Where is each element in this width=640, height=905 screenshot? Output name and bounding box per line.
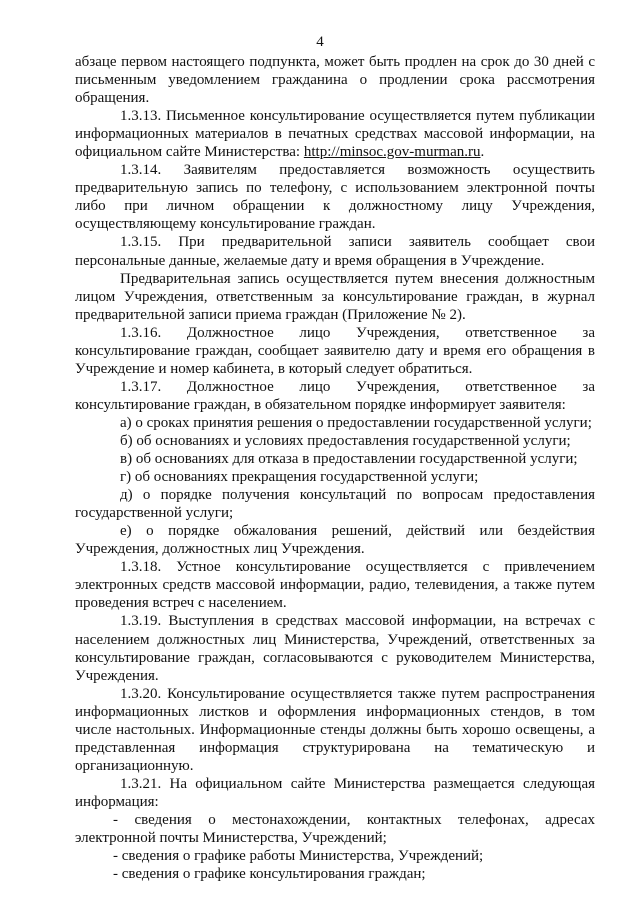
- text-line-content: г) об основаниях прекращения государственной услуги;: [120, 469, 479, 486]
- text-line-content: обращения.: [75, 90, 150, 107]
- text-line: [75, 125, 595, 143]
- text-line-content: 1.3.21. На официальном сайте Министерства размещается следующая: [120, 775, 595, 792]
- text-line-content: информационных листков и оформления информационных стендов, в том: [75, 703, 595, 720]
- text-line: [75, 829, 595, 847]
- text-line: [75, 89, 595, 107]
- text-line: [75, 342, 595, 360]
- text-line: [75, 631, 595, 649]
- text-line-content: представленная информация структурирована на тематическую и: [75, 739, 595, 756]
- text-line: [75, 522, 595, 540]
- text-line-content: - сведения о графике консультирования граждан;: [113, 866, 426, 883]
- text-line: [75, 612, 595, 630]
- text-line-content: Учреждения, должностных лиц Учреждения.: [75, 541, 365, 558]
- text-line: [75, 161, 595, 179]
- text-line: [75, 197, 595, 215]
- text-line-content: 1.3.18. Устное консультирование осуществляется с привлечением: [120, 559, 595, 576]
- text-line: [75, 847, 595, 865]
- text-line-content: 1.3.13. Письменное консультирование осуществляется путем публикации: [120, 108, 595, 125]
- text-line-content: официальном сайте Министерства:: [75, 144, 304, 161]
- text-line: [75, 53, 595, 71]
- text-line: [75, 703, 595, 721]
- text-line: [75, 432, 595, 450]
- text-line-content: государственной услуги;: [75, 505, 234, 522]
- text-line-content: д) о порядке получения консультаций по вопросам предоставления: [120, 487, 595, 504]
- text-line-content: населением должностных лиц Министерства, Учреждений, ответственных за: [75, 631, 595, 648]
- text-line: [75, 865, 595, 883]
- text-line: [75, 252, 595, 270]
- text-line-content: е) о порядке обжалования решений, действий или бездействия: [120, 523, 595, 540]
- text-line: [75, 486, 595, 504]
- text-line-content: б) об основаниях и условиях предоставления государственной услуги;: [120, 432, 571, 449]
- text-line: [75, 685, 595, 703]
- text-line: [75, 793, 595, 811]
- text-line-content: персональные данные, желаемые дату и время обращения в Учреждение.: [75, 252, 545, 269]
- text-line: [75, 396, 595, 414]
- text-line-content: 1.3.19. Выступления в средствах массовой информации, на встречах с: [120, 613, 595, 630]
- text-line: [75, 540, 595, 558]
- text-line-content: организационную.: [75, 757, 194, 774]
- text-line: [75, 649, 595, 667]
- text-line-tail: .: [480, 144, 485, 161]
- text-line: [75, 324, 595, 342]
- text-line-content: - сведения о местонахождении, контактных телефонах, адресах: [113, 811, 595, 828]
- text-line-content: консультирование граждан, сообщает заявителю дату и время его обращения в: [75, 342, 595, 359]
- text-line-content: абзаце первом настоящего подпункта, может быть продлен на срок до 30 дней с: [75, 54, 595, 70]
- document-body: [75, 53, 595, 883]
- text-line: [75, 504, 595, 522]
- text-line-content: предварительную запись по телефону, с использованием электронной почты: [75, 180, 595, 197]
- text-line-content: лицом Учреждения, ответственным за консультирование граждан, в журнал: [75, 288, 595, 305]
- text-line-content: числе настольных. Информационные стенды должны быть хорошо освещены, а: [75, 721, 595, 738]
- text-line-content: 1.3.14. Заявителям предоставляется возможность осуществить: [120, 162, 595, 179]
- text-line: [75, 739, 595, 757]
- text-line: [75, 594, 595, 612]
- text-line-content: а) о сроках принятия решения о предоставлении государственной услуги;: [120, 414, 592, 431]
- text-line: [75, 107, 595, 125]
- text-line: [75, 306, 595, 324]
- text-line: [75, 143, 595, 161]
- text-line-content: информация:: [75, 793, 159, 810]
- text-line: [75, 233, 595, 251]
- text-line: [75, 775, 595, 793]
- text-line-content: электронной почты Министерства, Учреждений;: [75, 830, 387, 847]
- text-line: [75, 576, 595, 594]
- text-line-content: Учреждение и номер кабинета, в который следует обратиться.: [75, 360, 473, 377]
- text-line-content: осуществляющему консультирование граждан.: [75, 216, 376, 233]
- text-line: [75, 468, 595, 486]
- text-line-content: информационных материалов в печатных средствах массовой информации, на: [75, 126, 595, 143]
- text-line-content: - сведения о графике работы Министерства, Учреждений;: [113, 848, 484, 865]
- text-line-content: 1.3.20. Консультирование осуществляется также путем распространения: [120, 685, 595, 702]
- text-line: [75, 378, 595, 396]
- text-line: [75, 558, 595, 576]
- text-line: [75, 721, 595, 739]
- website-link[interactable]: http://minsoc.gov-murman.ru: [303, 144, 481, 161]
- text-line-content: электронных средств массовой информации, радио, телевидения, а также путем: [75, 577, 595, 594]
- text-line: [75, 414, 595, 432]
- text-line-content: консультирование граждан, согласовываются с руководителем Министерства,: [75, 649, 595, 666]
- text-line-content: письменным уведомлением гражданина о продлении срока рассмотрения: [75, 72, 595, 89]
- text-line: [75, 667, 595, 685]
- text-line-content: либо при личном обращении к должностному лицу Учреждения,: [75, 198, 595, 215]
- text-line-content: 1.3.15. При предварительной записи заявитель сообщает свои: [120, 234, 595, 251]
- text-line-content: проведения встреч с населением.: [75, 595, 287, 612]
- text-line: [75, 179, 595, 197]
- text-line-content: Учреждения.: [75, 667, 159, 684]
- text-line: [75, 360, 595, 378]
- text-line: [75, 450, 595, 468]
- text-line-content: Предварительная запись осуществляется путем внесения должностным: [120, 270, 595, 287]
- text-line: [75, 270, 595, 288]
- text-line-content: 1.3.16. Должностное лицо Учреждения, ответственное за: [120, 324, 595, 341]
- text-line: [75, 288, 595, 306]
- text-line: [75, 215, 595, 233]
- text-line-content: 1.3.17. Должностное лицо Учреждения, ответственное за: [120, 378, 595, 395]
- text-line: [75, 757, 595, 775]
- text-line: [75, 811, 595, 829]
- text-line: [75, 71, 595, 89]
- text-line-content: в) об основаниях для отказа в предоставлении государственной услуги;: [120, 451, 578, 468]
- text-line-content: консультирование граждан, в обязательном порядке информирует заявителя:: [75, 396, 566, 413]
- text-line-content: предварительной записи приема граждан (Приложение № 2).: [75, 306, 466, 323]
- page-number: 4: [316, 34, 324, 50]
